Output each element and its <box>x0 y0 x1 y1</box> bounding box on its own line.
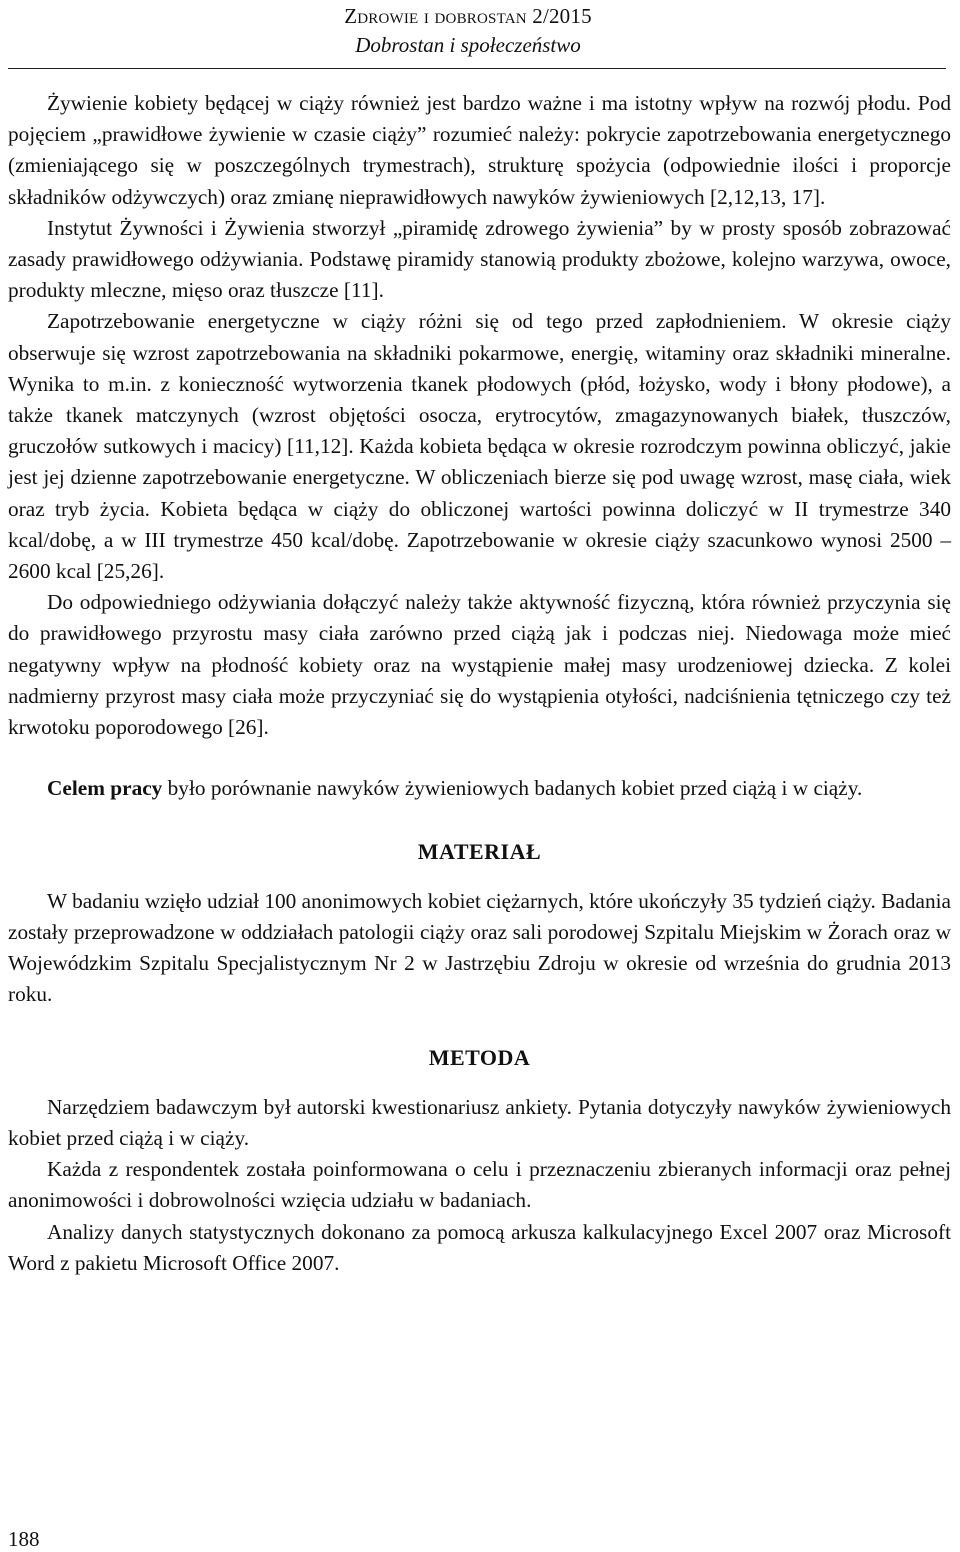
paragraph-material: W badaniu wzięło udział 100 anonimowych kobiet ciężarnych, które ukończyły 35 tydzień ciąży. Badania zostały przeprowadzone w oddziałach patologii ciąży oraz sali porodowej Szpitalu Miejskim w Żorach oraz w Wojewódzkim Szpitalu Specjalistycznym Nr 2 w Jastrzębiu Zdroju w okresie od września do grudnia 2013 roku. <box>8 888 951 1007</box>
paragraph-method-tool: Narzędziem badawczym był autorski kwestionariusz ankiety. Pytania dotyczyły nawyków żywieniowych kobiet przed ciążą i w ciąży. <box>8 1094 951 1150</box>
paragraph-energy-requirement: Zapotrzebowanie energetyczne w ciąży różni się od tego przed zapłodnieniem. W okresie ciąży obserwuje się wzrost zapotrzebowania na składniki pokarmowe, energię, witaminy oraz składniki mineralne. Wynika to m.in. z konieczność wytworzenia tkanek płodowych (płód, łożysko, wody i błony płodowe), a także tkanek matczynych (wzrost objętości osocza, erytrocytów, zmagazynowanych białek, tłuszczów, gruczołów sutkowych i macicy) [11,12]. Każda kobieta będąca w okresie rozrodczym powinna obliczyć, jakie jest jej dzienne zapotrzebowanie energetyczne. W obliczeniach bierze się pod uwagę wzrost, masę ciała, wiek oraz tryb życia. Kobieta będąca w ciąży do obliczonej wartości powinna doliczyć w II trymestrze 340 kcal/dobę, a w III trymestrze 450 kcal/dobę. Zapotrzebowanie w okresie ciąży szacunkowo wynosi 2500 – 2600 kcal [25,26]. <box>8 309 951 584</box>
page-number: 188 <box>8 1527 40 1551</box>
header-divider <box>8 68 946 69</box>
journal-initial: Z <box>344 4 358 28</box>
heading-material: MATERIAŁ <box>417 839 542 865</box>
journal-title <box>288 2 648 30</box>
heading-method: METODA <box>428 1045 531 1071</box>
journal-name: drowie i dobrostan <box>357 4 527 28</box>
article-body <box>8 88 951 1279</box>
paragraph-method-consent: Każda z respondentek została poinformowana o celu i przeznaczeniu zbieranych informacji oraz pełnej anonimowości i dobrowolności wzięcia udziału w badaniach. <box>8 1157 951 1213</box>
paragraph-physical-activity: Do odpowiedniego odżywiania dołączyć należy także aktywność fizyczną, która również przyczynia się do prawidłowego przyrostu masy ciała zarówno przed ciążą jak i podczas niej. Niedowaga może mieć negatywny wpływ na płodność kobiety oraz na wystąpienie małej masy urodzeniowej dziecka. Z kolei nadmierny przyrost masy ciała może przyczyniać się do wystąpienia otyłości, nadciśnienia tętniczego czy też krwotoku poporodowego [26]. <box>8 590 951 740</box>
running-header <box>288 0 648 60</box>
paragraph-nutrition-intro: Żywienie kobiety będącej w ciąży również jest bardzo ważne i ma istotny wpływ na rozwój płodu. Pod pojęciem „prawidłowe żywienie w czasie ciąży” rozumieć należy: pokrycie zapotrzebowania energetycznego (zmieniającego się w poszczególnych trymestrach), strukturę spożycia (odpowiednie ilości i proporcje składników odżywczych) oraz zmianę nieprawidłowych nawyków żywieniowych [2,12,13, 17]. <box>8 91 951 209</box>
section-title: Dobrostan i społeczeństwo <box>355 33 581 57</box>
paragraph-method-analysis: Analizy danych statystycznych dokonano za pomocą arkusza kalkulacyjnego Excel 2007 oraz Microsoft Word z pakietu Microsoft Office 2007. <box>8 1219 951 1275</box>
aim-label: Celem pracy <box>47 776 163 801</box>
paragraph-food-pyramid: Instytut Żywności i Żywienia stworzył „piramidę zdrowego żywienia” by w prosty sposób zobrazować zasady prawidłowego odżywiania. Podstawę piramidy stanowią produkty zbożowe, kolejno warzywa, owoce, produkty mleczne, mięso oraz tłuszcze [11]. <box>8 215 951 303</box>
aim-text: było porównanie nawyków żywieniowych badanych kobiet przed ciążą i w ciąży. <box>162 776 863 801</box>
paragraph-aim <box>8 773 951 804</box>
journal-issue: 2/2015 <box>526 4 592 28</box>
